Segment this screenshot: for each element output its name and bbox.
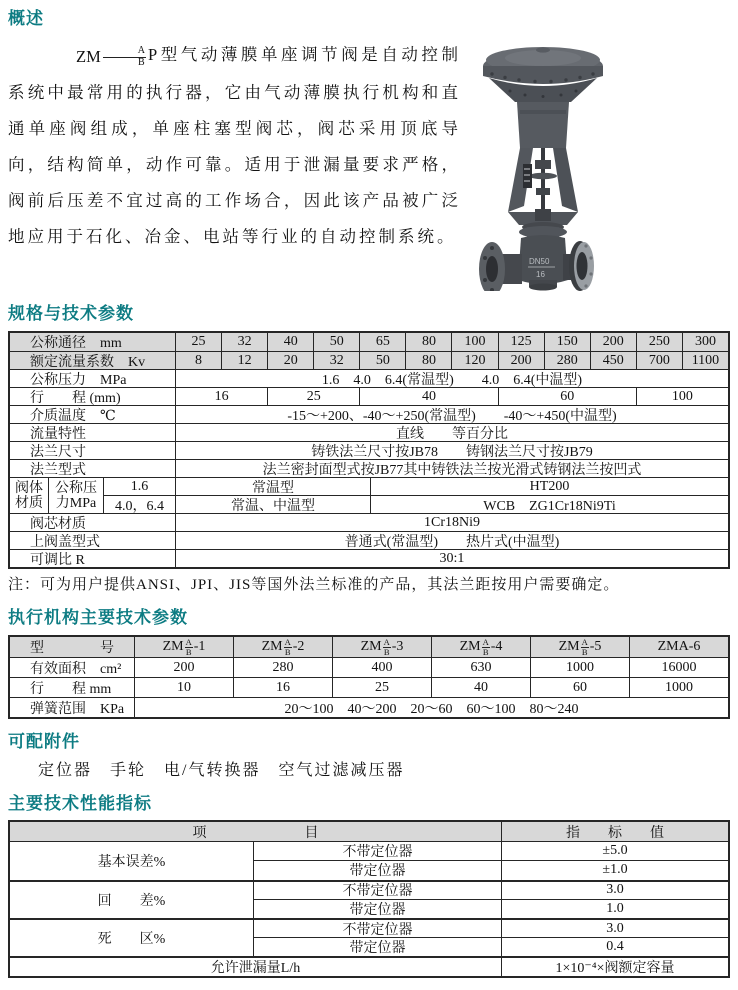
table-row [10,333,728,351]
cell: 1Cr18Ni9 [175,513,728,531]
model-suffix: -1 [193,639,206,654]
cell: 常温、中温型 [175,495,370,513]
model-top: A [185,637,192,647]
model-cell [431,637,530,657]
cell: 65 [359,333,405,351]
cell: 30:1 [175,549,728,567]
row-label: 有效面积 cm² [10,657,134,677]
row-label: 法兰尺寸 [10,441,175,459]
cell: 100 [636,387,728,405]
cell: 16 [233,677,332,697]
model-ab-stack [284,638,292,657]
model-bottom: B [284,646,291,657]
cell: 50 [313,333,359,351]
cell: 不带定位器 [253,841,501,860]
row-label: 型 号 [10,637,134,657]
cell: 200 [498,351,544,369]
overview-text: P型气动薄膜单座调节阀是自动控制系统中最常用的执行器，它由气动薄膜执行机构和直通单座阀组成，单座柱塞型阀芯，阀芯采用顶底导向，结构简单，动作可靠。适用于泄漏量要求严格，阀前后压差不宜过高的工作场合，因此该产品被广泛地应用于石化、冶金、电站等行业的自动控制系统。 [8,45,461,246]
model-suffix: -4 [490,639,503,654]
cell: 60 [530,677,629,697]
row-label: 公称通径 mm [10,333,175,351]
model-prefix: ZM [261,639,283,654]
table-row [10,423,728,441]
cell: 带定位器 [253,899,501,918]
table-row [10,441,728,459]
row-label: 行 程 mm [10,677,134,697]
cell: 50 [359,351,405,369]
cell: 630 [431,657,530,677]
table-row [10,657,728,677]
model-ab-stack [185,638,193,657]
cell: 125 [498,333,544,351]
cell: 法兰密封面型式按JB77其中铸铁法兰按光滑式铸钢法兰按凹式 [175,459,728,477]
cell: 10 [134,677,233,697]
cell: 200 [134,657,233,677]
cell: 20～100 40～200 20～60 60～100 80～240 [134,697,728,717]
row-label: 法兰型式 [10,459,175,477]
model-cell [233,637,332,657]
cell: 25 [267,387,359,405]
model-ab-stack [383,638,391,657]
model-suffix: -2 [292,639,305,654]
table-row [10,513,728,531]
model-prefix: ZM [558,639,580,654]
cell: 300 [682,333,728,351]
cell: 250 [636,333,682,351]
model-bottom: B [383,646,390,657]
row-label: 介质温度 ℃ [10,405,175,423]
spec-heading: 规格与技术参数 [8,304,134,323]
cell: -15～+200、-40～+250(常温型) -40～+450(中温型) [175,405,728,423]
cell: 0.4 [501,937,728,956]
model-ab-stack [482,638,490,657]
table-row [10,637,728,657]
cell: 不带定位器 [253,918,501,937]
cell: 40 [267,333,313,351]
body-material-rows [10,477,728,513]
table-row [10,531,728,549]
spec-note: 注：可为用户提供ANSI、JPI、JIS等国外法兰标准的产品，其法兰距按用户需要确定。 [8,577,620,593]
cell: 16 [175,387,267,405]
cell: 3.0 [501,880,728,899]
model-cell [332,637,431,657]
row-label: 阀体材质 [10,477,48,513]
accessories-list: 定位器 手轮 电/气转换器 空气过滤减压器 [38,762,405,779]
cell: 80 [405,333,451,351]
cell: 25 [175,333,221,351]
valve-dn-marking: DN50 [529,257,550,266]
row-label: 上阀盖型式 [10,531,175,549]
table-row [10,677,728,697]
model-prefix: ZM [162,639,184,654]
actuator-heading: 执行机构主要技术参数 [8,608,188,627]
row-label: 弹簧范围 KPa [10,697,134,717]
row-label: 公称压力 MPa [10,369,175,387]
performance-heading: 主要技术性能指标 [8,794,152,813]
row-label: 基本误差% [10,841,253,879]
column-header: 项 目 [10,822,501,841]
cell: 1×10⁻⁴×阀额定容量 [501,956,728,975]
accessories-heading: 可配附件 [8,732,80,751]
cell: 带定位器 [253,937,501,956]
cell: 1000 [530,657,629,677]
cell: 1.6 [103,477,175,495]
cell: 4.0，6.4 [103,495,175,513]
model-designation [42,39,148,75]
table-row [10,549,728,567]
model-top: A [581,637,588,647]
model-top: A [103,46,146,58]
row-label: 死 区% [10,918,253,956]
model-cell [530,637,629,657]
cell: 不带定位器 [253,880,501,899]
model-ab-stack [581,638,589,657]
cell: 700 [636,351,682,369]
table-row [10,405,728,423]
cell: 32 [221,333,267,351]
row-label: 回 差% [10,880,253,918]
table-row [10,459,728,477]
cell: 1100 [682,351,728,369]
valve-photo [465,36,730,291]
cell: 60 [498,387,636,405]
cell: 带定位器 [253,860,501,879]
model-top: A [383,637,390,647]
cell: 12 [221,351,267,369]
cell: 1.6 4.0 6.4(常温型) 4.0 6.4(中温型) [175,369,728,387]
cell: 铸铁法兰尺寸按JB78 铸钢法兰尺寸按JB79 [175,441,728,459]
cell: 200 [590,333,636,351]
model-cell [134,637,233,657]
cell: 280 [233,657,332,677]
cell: ±5.0 [501,841,728,860]
model-suffix: -3 [391,639,404,654]
overview-heading: 概述 [8,9,44,28]
row-label: 允许泄漏量L/h [10,956,501,975]
model-bottom: B [581,646,588,657]
row-label: 可调比 R [10,549,175,567]
row-label: 流量特性 [10,423,175,441]
model-prefix: ZMA-6 [657,639,701,654]
row-sublabel: 公称压力MPa [48,477,103,513]
cell: 280 [544,351,590,369]
cell: 150 [544,333,590,351]
cell: 100 [451,333,497,351]
cell: 400 [332,657,431,677]
cell: 25 [332,677,431,697]
cell: WCB ZG1Cr18Ni9Ti [370,495,728,513]
model-ab-stack [103,46,146,68]
row-label: 阀芯材质 [10,513,175,531]
cell: 1000 [629,677,728,697]
performance-table [8,820,730,978]
model-bottom: B [482,646,489,657]
cell: 450 [590,351,636,369]
model-bottom: B [138,56,145,68]
row-label: 额定流量系数 Kv [10,351,175,369]
table-row [10,351,728,369]
cell: 16000 [629,657,728,677]
cell: ±1.0 [501,860,728,879]
cell: HT200 [370,477,728,495]
cell: 3.0 [501,918,728,937]
cell: 直线 等百分比 [175,423,728,441]
table-row [10,697,728,717]
cell: 32 [313,351,359,369]
model-bottom: B [185,646,192,657]
cell: 80 [405,351,451,369]
model-prefix: ZM [360,639,382,654]
model-prefix: ZM [459,639,481,654]
actuator-table [8,635,730,719]
cell: 常温型 [175,477,370,495]
cell: 120 [451,351,497,369]
column-header: 指 标 值 [501,822,728,841]
cell: 40 [359,387,497,405]
model-top: A [482,637,489,647]
cell: 20 [267,351,313,369]
cell: 普通式(常温型) 热片式(中温型) [175,531,728,549]
table-row [10,387,728,405]
cell: 40 [431,677,530,697]
row-label: 行 程 (mm) [10,387,175,405]
model-cell [629,637,728,657]
model-suffix: -5 [589,639,602,654]
overview-section [8,36,730,291]
model-prefix: ZM [76,47,101,66]
valve-pn-marking: 16 [536,270,545,279]
table-row [10,369,728,387]
cell: 8 [175,351,221,369]
spec-table [8,331,730,569]
model-top: A [284,637,291,647]
cell: 1.0 [501,899,728,918]
